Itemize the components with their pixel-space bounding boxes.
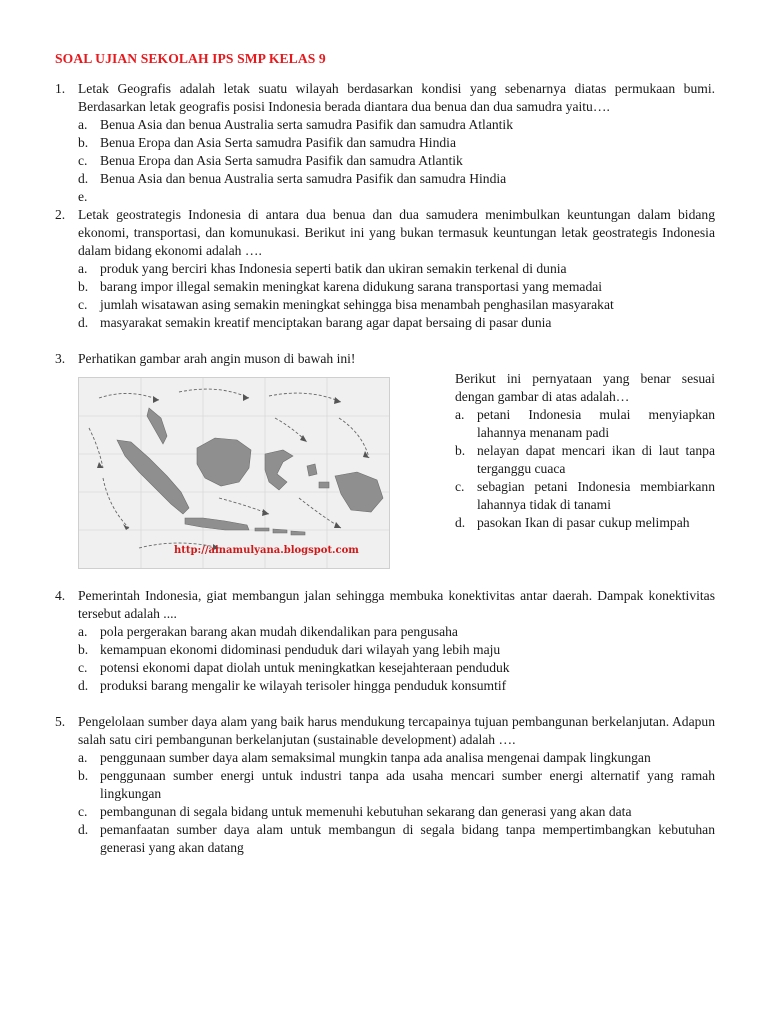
option-b: b. barang impor illegal semakin meningkat karena didukung sarana transportasi yang memadai (78, 279, 603, 294)
question-text: Letak Geografis adalah letak suatu wilayah berdasarkan kondisi yang sebenarnya diatas permukaan bumi. Berdasarkan letak geografis posisi Indonesia berada diantara dua benua dan dua samudra yaitu…. (78, 81, 715, 114)
question-text: Perhatikan gambar arah angin muson di bawah ini! (78, 351, 356, 366)
question-text: Pengelolaan sumber daya alam yang baik harus mendukung tercapainya tujuan pembangunan berkelanjutan. Adapun salah satu ciri pembangunan berkelanjutan (sustainable development) adalah …. (78, 714, 715, 747)
question-number: 1. (55, 81, 66, 96)
option-a: a. pola pergerakan barang akan mudah dikendalikan para pengusaha (78, 624, 458, 639)
exam-page (55, 50, 715, 857)
option-list (78, 749, 715, 857)
option-a: a. produk yang berciri khas Indonesia seperti batik dan ukiran semakin terkenal di dunia (78, 261, 567, 276)
monsoon-map-drawing (79, 378, 389, 568)
question-3 (55, 350, 715, 569)
question-number: 5. (55, 714, 66, 729)
option-c: c. jumlah wisatawan asing semakin meningkat sehingga bisa menambah penghasilan masyarakat (78, 297, 614, 312)
question-number: 4. (55, 588, 66, 603)
option-b: b. penggunaan sumber energi untuk industri tanpa ada usaha mencari sumber energi alternatif yang ramah lingkungan (78, 768, 715, 801)
option-b: b. kemampuan ekonomi didominasi penduduk dari wilayah yang lebih maju (78, 642, 501, 657)
option-d: d. pemanfaatan sumber daya alam untuk membangun di segala bidang tanpa mempertimbangkan kebutuhan generasi yang akan datang (78, 822, 715, 855)
question-2 (55, 206, 715, 332)
option-e: e. (78, 189, 88, 204)
option-b: b. nelayan dapat mencari ikan di laut tanpa terganggu cuaca (455, 443, 715, 476)
question-number: 3. (55, 351, 66, 366)
option-d: d. masyarakat semakin kreatif menciptakan barang agar dapat bersaing di pasar dunia (78, 315, 552, 330)
question-text: Pemerintah Indonesia, giat membangun jalan sehingga membuka konektivitas antar daerah. Dampak konektivitas tersebut adalah .... (78, 588, 715, 621)
option-a: a. petani Indonesia mulai menyiapkan lahannya menanam padi (455, 407, 715, 440)
option-list (455, 406, 715, 532)
option-d: d. produksi barang mengalir ke wilayah terisoler hingga penduduk konsumtif (78, 678, 507, 693)
option-list (78, 623, 715, 695)
option-c: c. pembangunan di segala bidang untuk memenuhi kebutuhan sekarang dan generasi yang akan data (78, 804, 632, 819)
option-b: b. Benua Eropa dan Asia Serta samudra Pasifik dan samudra Hindia (78, 135, 456, 150)
option-c: c. sebagian petani Indonesia membiarkann lahannya tidak di tanami (455, 479, 715, 512)
option-d: d. Benua Asia dan benua Australia serta samudra Pasifik dan samudra Hindia (78, 171, 507, 186)
question-5 (55, 713, 715, 857)
option-c: c. Benua Eropa dan Asia Serta samudra Pasifik dan samudra Atlantik (78, 153, 463, 168)
option-d: d. pasokan Ikan di pasar cukup melimpah (455, 515, 690, 530)
option-a: a. penggunaan sumber daya alam semaksimal mungkin tanpa ada analisa mengenai dampak lingkungan (78, 750, 651, 765)
option-list (78, 260, 715, 332)
question-text: Letak geostrategis Indonesia di antara dua benua dan dua samudera menimbulkan keuntungan dalam bidang ekonomi, transportasi, dan komunukasi. Berikut ini yang bukan termasuk keuntungan letak geostrategis Indonesia dalam bidang ekonomi adalah …. (78, 207, 715, 258)
option-a: a. Benua Asia dan benua Australia serta samudra Pasifik dan samudra Atlantik (78, 117, 513, 132)
exam-title: SOAL UJIAN SEKOLAH IPS SMP KELAS 9 (55, 51, 326, 66)
option-c: c. potensi ekonomi dapat diolah untuk meningkatkan kesejahteraan penduduk (78, 660, 510, 675)
question-number: 2. (55, 207, 66, 222)
monsoon-map-image (78, 377, 390, 569)
question-4 (55, 587, 715, 695)
option-list (78, 116, 715, 206)
question-3-intro: Berikut ini pernyataan yang benar sesuai dengan gambar di atas adalah… (455, 371, 715, 404)
question-1 (55, 80, 715, 206)
map-watermark: http://ainamulyana.blogspot.com (174, 545, 359, 556)
